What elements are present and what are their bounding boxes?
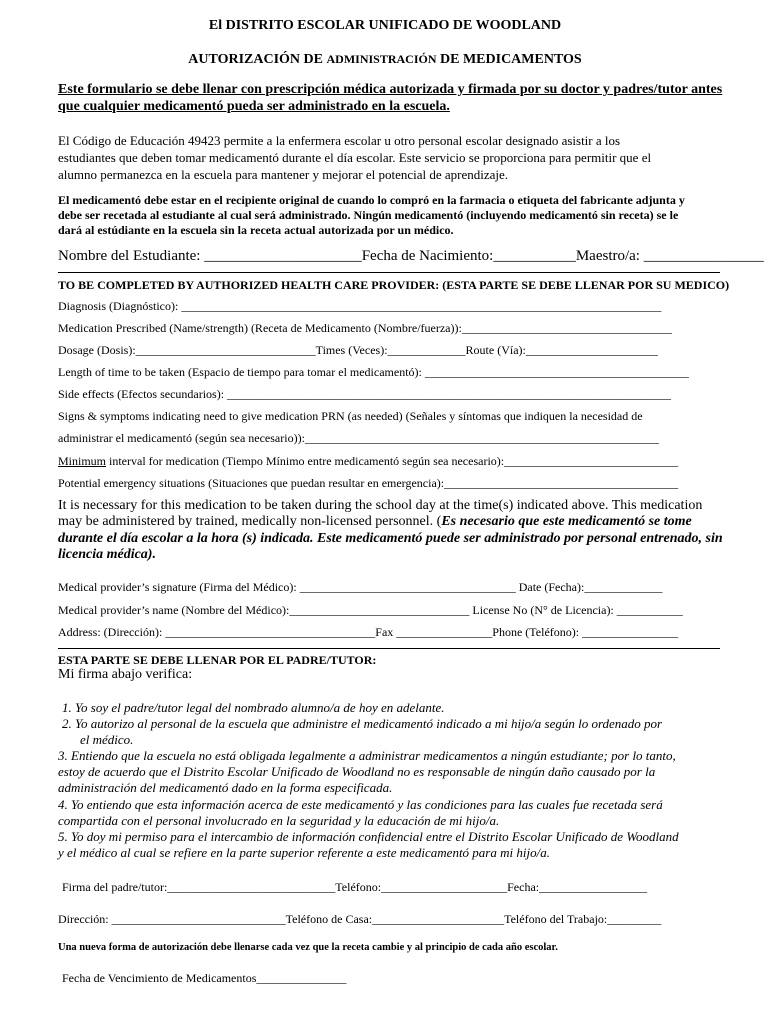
parent-item-4-line-1: 4. Yo entiendo que esta información acerca de este medicamentó y las condiciones para las cuales fue recetada será — [58, 797, 663, 812]
parent-item-4-line-2: compartida con el personal involucrado en la seguridad y la educación de mi hijo/a. — [58, 813, 500, 828]
parent-item-5-line-1: 5. Yo doy mi permiso para el intercambio de información confidencial entre el Distrito Escolar Unificado de Woodland — [58, 829, 679, 844]
provider-section-heading: TO BE COMPLETED BY AUTHORIZED HEALTH CARE PROVIDER: (ESTA PARTE SE DEBE LLENAR POR SU MEDICO) — [58, 278, 730, 292]
necessity-spanish-start: Es necesario que este medicamentó se tome — [441, 514, 692, 529]
prn-signs-line-1: Signs & symptoms indicating need to give medication PRN (as needed) (Señales y síntomas que indiquen la necesidad de — [58, 409, 643, 423]
district-name: El DISTRITO ESCOLAR UNIFICADO DE WOODLAND — [208, 18, 562, 33]
parent-section-heading: ESTA PARTE SE DEBE LLENAR POR EL PADRE/TUTOR: — [58, 653, 377, 667]
parent-item-5-line-2: y el médico al cual se refiere en la parte superior referente a este medicamentó para mi hijo/a. — [58, 845, 550, 860]
length-of-time-field[interactable]: Length of time to be taken (Espacio de tiempo para tomar el medicamentó): ____________________________________________ — [58, 365, 689, 379]
necessity-line-3: durante el día escolar a la hora (s) indicada. Este medicamentó puede ser administrado por personal entrenado, sin — [58, 531, 723, 546]
parent-item-1: 1. Yo soy el padre/tutor legal del nombrado alumno/a de hoy en adelante. — [62, 700, 445, 715]
container-rule-line-1: El medicamentó debe estar en el recipiente original de cuando lo compró en la farmacia o etiqueta del fabricante adjunta y — [58, 193, 685, 207]
parent-signature-field[interactable]: Firma del padre/tutor:____________________________Teléfono:_____________________Fecha:__________________ — [62, 880, 648, 894]
prn-signs-field[interactable]: administrar el medicamentó (según sea necesario)):___________________________________________________________ — [58, 431, 659, 445]
parent-section-divider — [58, 648, 720, 649]
parent-verify-label: Mi firma abajo verifica: — [58, 667, 193, 682]
education-code-line-2: estudiantes que deben tomar medicamentó durante el día escolar. Este servicio se proporciona para permitir que el — [58, 150, 652, 165]
medication-prescribed-field[interactable]: Medication Prescribed (Name/strength) (Receta de Medicamento (Nombre/fuerza)):___________________________________ — [58, 321, 672, 335]
form-title-part-b: ADMINISTRACIÓN — [326, 52, 437, 66]
parent-address-field[interactable]: Dirección: _____________________________Teléfono de Casa:______________________Teléfono del Trabajo:_________ — [58, 912, 662, 926]
dosage-times-route-field[interactable]: Dosage (Dosis):______________________________Times (Veces):_____________Route (Vía):______________________ — [58, 343, 658, 357]
necessity-english-tail: may be administered by trained, medically non-licensed personnel. ( — [58, 514, 442, 529]
parent-item-3-line-1: 3. Entiendo que la escuela no está obligada legalmente a administrar medicamentos a ningún estudiante; por lo tanto, — [58, 748, 676, 763]
provider-name-field[interactable]: Medical provider’s name (Nombre del Médico):______________________________ License No (N° de Licencia): ___________ — [58, 603, 683, 617]
minimum-interval-field[interactable] — [58, 454, 678, 469]
medication-expiration-field[interactable]: Fecha de Vencimiento de Medicamentos_______________ — [62, 971, 347, 985]
necessity-line-4: licencia médica). — [58, 547, 156, 562]
emergency-situations-field[interactable]: Potential emergency situations (Situaciones que puedan resultar en emergencia):_______________________________________ — [58, 476, 679, 490]
parent-item-2-line-2: el médico. — [80, 732, 134, 747]
form-title-part-c: DE MEDICAMENTOS — [436, 52, 582, 67]
renewal-notice: Una nueva forma de autorización debe llenarse cada vez que la receta cambie y al principio de cada año escolar. — [58, 942, 558, 953]
form-title — [0, 52, 770, 68]
education-code-line-1: El Código de Educación 49423 permite a la enfermera escolar u otro personal escolar designado asistir a los — [58, 133, 621, 148]
parent-item-3-line-3: administración del medicamentó dado en la forma especificada. — [58, 780, 393, 795]
minimum-interval-text: interval for medication (Tiempo Mínimo entre medicamentó según sea necesario):_____________________________ — [106, 454, 679, 468]
necessity-line-1: It is necessary for this medication to be taken during the school day at the time(s) indicated above. This medication — [58, 498, 703, 513]
provider-section-divider — [58, 272, 720, 273]
parent-item-3-line-2: estoy de acuerdo que el Distrito Escolar Unificado de Woodland no es responsable de ningún daño causado por la — [58, 764, 656, 779]
education-code-line-3: alumno permanezca en la escuela para mantener y mejorar el potencial de aprendizaje. — [58, 167, 509, 182]
form-title-part-a: AUTORIZACIÓN DE — [188, 52, 327, 67]
container-rule-line-2: debe ser recetada al estudiante al cual será administrado. Ningún medicamentó (incluyendo medicamentó sin receta) se le — [58, 208, 679, 222]
side-effects-field[interactable]: Side effects (Efectos secundarios): __________________________________________________________________________ — [58, 387, 672, 401]
minimum-word: Minimum — [58, 454, 107, 468]
prescription-notice-line-2: que cualquier medicamentó pueda ser administrado en la escuela. — [58, 99, 450, 114]
student-info-line[interactable]: Nombre del Estudiante: _____________________Fecha de Nacimiento:___________Maestro/a: ________________ — [58, 248, 764, 264]
provider-address-field[interactable]: Address: (Dirección): ___________________________________Fax ________________Phone (Teléfono): ________________ — [58, 625, 679, 639]
provider-signature-field[interactable]: Medical provider’s signature (Firma del Médico): ____________________________________ Date (Fecha):_____________ — [58, 580, 663, 594]
prescription-notice-line-1: Este formulario se debe llenar con prescripción médica autorizada y firmada por su doctor y padres/tutor antes — [58, 82, 723, 97]
diagnosis-field[interactable]: Diagnosis (Diagnóstico): ________________________________________________________________________________ — [58, 299, 662, 313]
container-rule-line-3: dará al estúdiante en la escuela sin la receta actual autorizada por un médico. — [58, 223, 454, 237]
necessity-line-2 — [58, 514, 692, 530]
parent-item-2-line-1: 2. Yo autorizo al personal de la escuela que administre el medicamentó indicado a mi hijo/a según lo ordenado por — [62, 716, 663, 731]
